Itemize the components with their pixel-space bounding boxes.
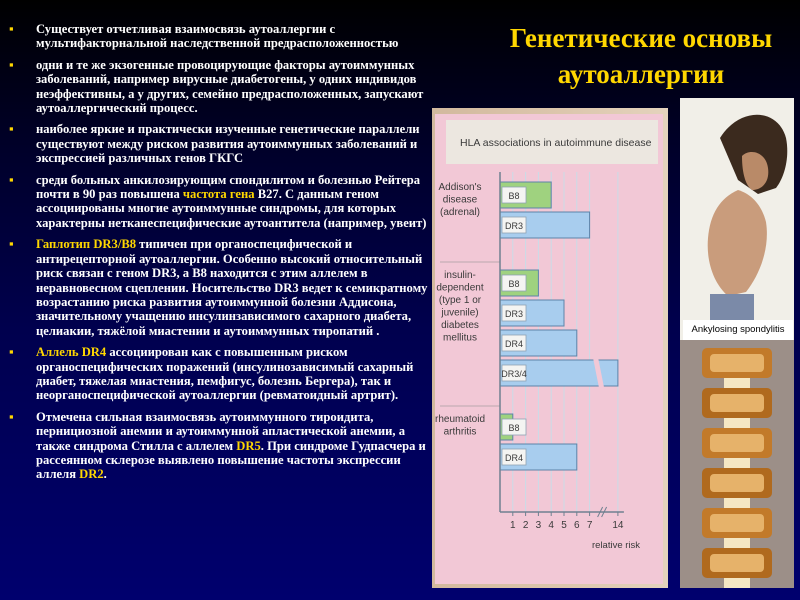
bullet-text: типичен при органоспецифической и антирецепторной аутоаллергии. Особенно высокий относительный риск связан с геном DR3, а B8 находится с этим аллелем в неравновесном сцеплении. Носительство DR3 ведет к семикратному возрастанию риска развития аутоиммунной болезни Аддисона, значительному учащению инсулинзависимого сахарного диабета, целиакии, тяжёлой миастении и аутоиммунных тиропатий . [36, 237, 428, 338]
group-label: mellitus [443, 332, 477, 344]
group-label: disease [442, 194, 478, 206]
intervertebral-space [724, 458, 750, 468]
bullet-text: B27. С данным геном ассоциированы многие аутоиммунные синдромы, для которых характерны нетканеспецифические аутоантитела (например, увеит) [36, 187, 427, 230]
x-tick-label: 14 [612, 520, 624, 531]
x-tick-label: 6 [574, 520, 580, 531]
bullet-text: Существует отчетливая взаимосвязь аутоаллергии с мультифакторнальной наследственной предрасположенностью [36, 22, 399, 51]
highlighted-term: частота гена [182, 187, 255, 202]
bullet-marker-icon: ▪ [9, 171, 14, 187]
spine-xray [680, 340, 794, 588]
intervertebral-space [724, 538, 750, 548]
bullet-item [6, 58, 436, 116]
x-tick-label: 2 [522, 520, 529, 531]
x-tick-label: 7 [586, 520, 593, 531]
chart-x-axis-label: relative risk [592, 540, 641, 551]
intervertebral-space [724, 578, 750, 588]
group-label: dependent [436, 282, 484, 294]
vertebra-highlight [710, 394, 764, 412]
bar-allele-label: DR3/4 [501, 369, 527, 379]
intervertebral-space [724, 498, 750, 508]
bar-allele-label: DR3 [504, 309, 524, 319]
bar-allele-label: DR4 [504, 339, 524, 349]
hla-chart-svg [432, 108, 668, 588]
group-label: diabetes [441, 320, 479, 331]
vertebra-highlight [710, 434, 764, 452]
patient-photo [680, 98, 794, 340]
bullet-item [6, 122, 436, 165]
group-label: (type 1 or [438, 295, 482, 306]
x-tick-label: 5 [561, 520, 567, 531]
slide-title [482, 20, 800, 92]
photo-caption: Ankylosing spondylitis [683, 320, 793, 340]
vertebra-highlight [710, 354, 764, 372]
group-label: arthritis [443, 426, 477, 438]
bullet-item [6, 410, 436, 482]
bullet-item [6, 345, 436, 403]
bar-allele-label: DR3 [504, 221, 524, 231]
x-tick-label: 1 [510, 520, 516, 531]
bullet-text: ассоциирован как с повышенным риском органоспецифических поражений (инсулинозависимый сахарный диабет, тяжелая миастения, пемфигус, болезнь Бергера), так и неорганоспецифической аутоаллергии (ревматоидный артрит). [36, 345, 414, 403]
bar-allele-label: B8 [508, 191, 520, 201]
group-label: insulin- [444, 270, 476, 281]
bar-allele-label: B8 [508, 423, 520, 433]
highlighted-term: Гаплотип DR3/B8 [36, 237, 137, 252]
bullet-item [6, 22, 436, 51]
bullet-text: . При синдроме Гудпасчера и рассеянном склерозе выявлено повышение частоты экспрессии аллеля [36, 438, 426, 482]
bullet-marker-icon: ▪ [9, 344, 14, 360]
intervertebral-space [724, 418, 750, 428]
x-tick-label: 4 [548, 520, 554, 531]
highlighted-term: DR5 [236, 438, 261, 453]
chart-title: HLA associations in autoimmune disease [460, 137, 652, 149]
vertebra-highlight [710, 474, 764, 492]
bullet-marker-icon: ▪ [9, 121, 14, 137]
bullet-marker-icon: ▪ [9, 56, 14, 72]
bullet-text: наиболее яркие и практически изученные генетические параллели существуют между риском развития аутоиммунных заболеваний и экспрессией различных генов ГКГС [36, 122, 420, 166]
bullet-text: Отмечена сильная взаимосвязь аутоиммунного тироидита, пернициозной анемии и аутоиммунной апластической анемии, а также синдрома Стилла с аллелем [36, 409, 406, 453]
spine-xray-svg [680, 340, 794, 588]
highlighted-term: DR2 [79, 467, 104, 482]
bar-allele-label: DR4 [504, 453, 524, 463]
bullet-list [6, 22, 436, 489]
bullet-text: . [103, 467, 107, 482]
x-tick-label: 3 [535, 520, 542, 531]
hla-association-chart [432, 108, 668, 588]
group-label: rheumatoid [434, 414, 486, 425]
intervertebral-space [724, 378, 750, 388]
group-label: (adrenal) [439, 207, 481, 218]
group-label: Addison's [438, 182, 482, 193]
vertebra-highlight [710, 554, 764, 572]
group-label: juvenile) [441, 307, 479, 319]
bullet-text: одни и те же экзогенные провоцирующие факторы аутоиммунных заболеваний, например вирусные диабетогены, у одних индивидов неэффективны, а у других, семейно предрасположенных, запускают аутоаллергический процесс. [36, 57, 424, 116]
bullet-item [6, 173, 436, 231]
highlighted-term: Аллель DR4 [36, 345, 107, 360]
bar-allele-label: B8 [508, 279, 520, 289]
slide-title-line-1: Генетические основы [509, 23, 773, 53]
bullet-marker-icon: ▪ [9, 408, 14, 424]
bullet-marker-icon: ▪ [9, 236, 14, 252]
patient-photo-svg [680, 98, 794, 340]
bullet-marker-icon: ▪ [9, 21, 14, 36]
bullet-text: среди больных анкилозирующим спондилитом и болезнью Рейтера почти в 90 раз повышена [36, 172, 421, 202]
bullet-item [6, 237, 436, 338]
vertebra-highlight [710, 514, 764, 532]
slide-title-line-2: аутоаллергии [557, 59, 725, 89]
